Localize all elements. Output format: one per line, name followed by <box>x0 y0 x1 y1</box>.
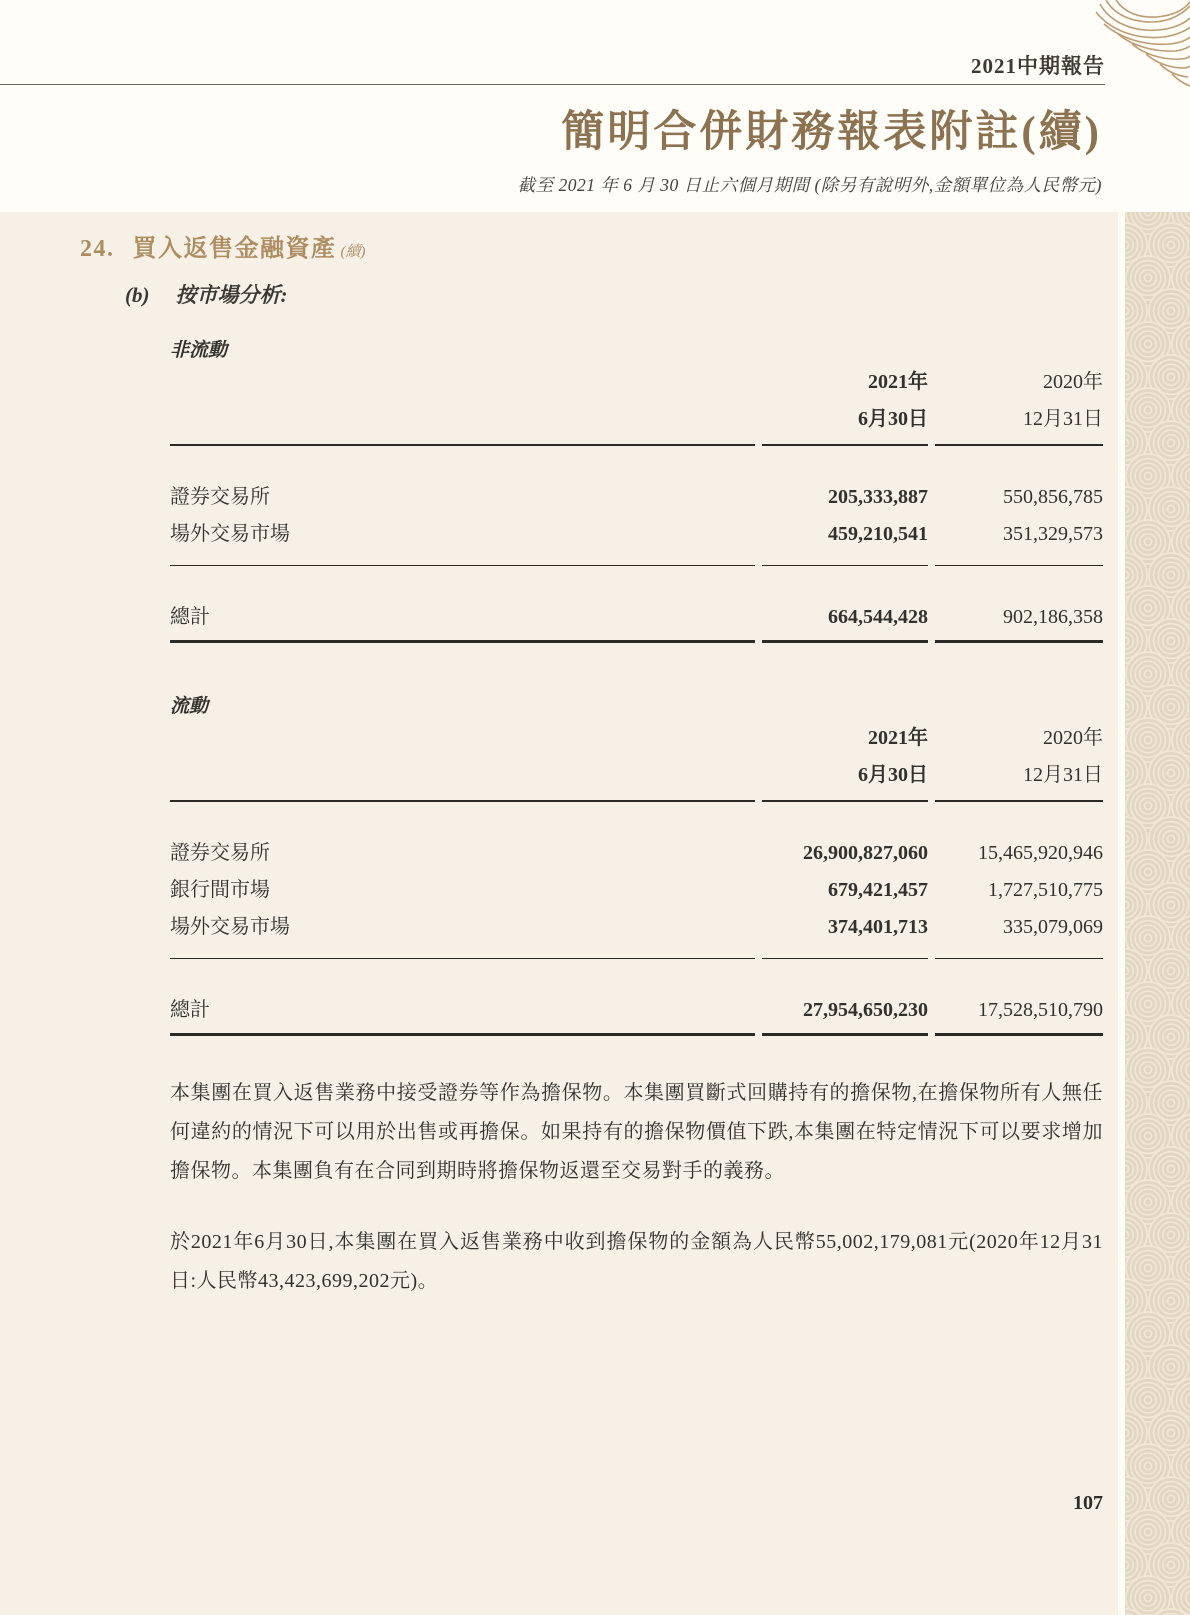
page-subtitle: 截至 2021 年 6 月 30 日止六個月期間 (除另有說明外,金額單位為人民幣元) <box>517 175 1102 195</box>
header-cell-2021: 2021年 6月30日 <box>762 718 928 802</box>
section-title: 買入返售金融資產 <box>132 236 337 262</box>
seigaiha-pattern <box>1125 212 1190 1615</box>
row-label: 銀行間市場 <box>170 879 270 901</box>
total-value-2020: 902,186,358 <box>935 566 1103 643</box>
total-value-2021: 664,544,428 <box>762 566 928 643</box>
header-cell-2021: 2021年 6月30日 <box>762 362 928 446</box>
table-noncurrent <box>170 362 1103 643</box>
row-value-2020: 335,079,069 <box>935 909 1103 959</box>
row-value-2020: 351,329,573 <box>935 516 1103 566</box>
report-label: 2021中期報告 <box>971 54 1105 78</box>
page-number: 107 <box>1073 1492 1103 1514</box>
row-value-2021: 205,333,887 <box>828 486 928 508</box>
header-cell-2020: 2020年 12月31日 <box>935 718 1103 802</box>
row-value-2020: 15,465,920,946 <box>978 842 1103 864</box>
total-value-2020: 17,528,510,790 <box>935 959 1103 1036</box>
note-paragraph-collateral: 本集團在買入返售業務中接受證券等作為擔保物。本集團買斷式回購持有的擔保物,在擔保物所有人無任何違約的情況下可以用於出售或再擔保。如果持有的擔保物價值下跌,本集團在特定情況下可以要求增加擔保物。本集團負有在合同到期時將擔保物返還至交易對手的義務。 <box>170 1082 1103 1182</box>
section-number: 24. <box>80 236 115 262</box>
main-content <box>0 212 1103 1301</box>
body-column <box>170 335 1103 1301</box>
header-cell-empty <box>170 718 755 802</box>
table-current <box>170 718 1103 1036</box>
header-cell-2020: 2020年 12月31日 <box>935 362 1103 446</box>
row-value-2021: 26,900,827,060 <box>803 842 928 864</box>
row-label: 場外交易市場 <box>170 909 755 959</box>
total-label: 總計 <box>170 566 755 643</box>
page-title: 簡明合併財務報表附註(續) <box>561 109 1102 156</box>
row-label: 場外交易市場 <box>170 516 755 566</box>
note-paragraph-amounts: 於2021年6月30日,本集團在買入返售業務中收到擔保物的金額為人民幣55,002,179,081元(2020年12月31日:人民幣43,423,699,202元)。 <box>170 1231 1103 1292</box>
subsection-heading <box>0 279 1103 309</box>
row-label: 證券交易所 <box>170 486 270 508</box>
section-continued: (續) <box>340 244 366 260</box>
header-cell-empty <box>170 362 755 446</box>
section-heading <box>0 212 1103 263</box>
subsection-title: 按市場分析: <box>175 283 288 307</box>
row-value-2020: 1,727,510,775 <box>988 879 1103 901</box>
row-label: 證券交易所 <box>170 842 270 864</box>
header-rule <box>0 84 1105 85</box>
row-value-2021: 459,210,541 <box>762 516 928 566</box>
row-value-2020: 550,856,785 <box>1003 486 1103 508</box>
table-group-label-noncurrent: 非流動 <box>170 340 228 361</box>
row-value-2021: 679,421,457 <box>828 879 928 901</box>
table-group-label-current: 流動 <box>170 696 209 717</box>
total-label: 總計 <box>170 959 755 1036</box>
row-value-2021: 374,401,713 <box>762 909 928 959</box>
total-value-2021: 27,954,650,230 <box>762 959 928 1036</box>
subsection-label: (b) <box>125 283 150 307</box>
